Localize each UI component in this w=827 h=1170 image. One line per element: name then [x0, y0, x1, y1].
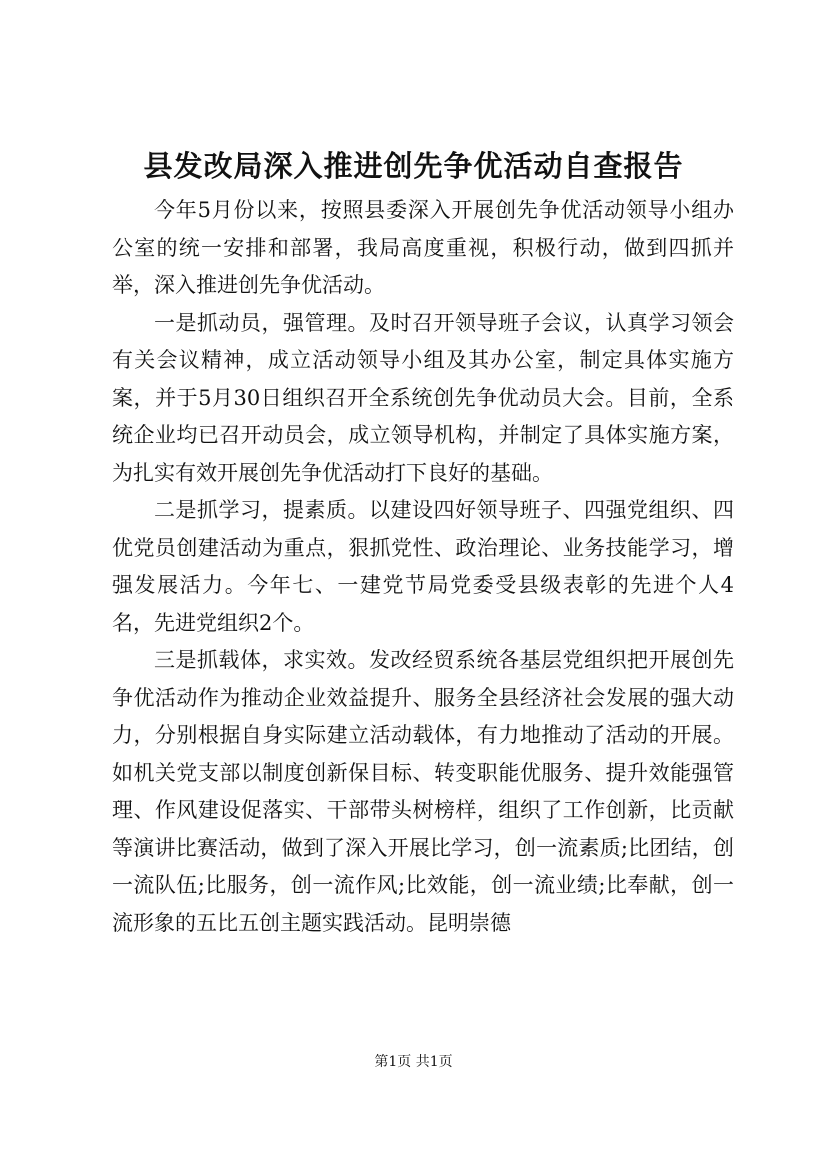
document-title: 县发改局深入推进创先争优活动自查报告 — [143, 149, 684, 183]
paragraph-carrier: 三是抓载体，求实效。发改经贸系统各基层党组织把开展创先争优活动作为推动企业效益提升、服务全县经济社会发展的强大动力，分别根据自身实际建立活动载体，有力地推动了活动的开展。如机关党支部以制度创新保目标、转变职能优服务、提升效能强管理、作风建设促落实、干部带头树榜样，组织了工作创新，比贡献等演讲比赛活动，做到了深入开展比学习，创一流素质;比团结，创一流队伍;比服务，创一流作风;比效能，创一流业绩;比奉献，创一流形象的五比五创主题实践活动。昆明崇德 — [112, 648, 734, 935]
paragraph-intro: 今年5月份以来，按照县委深入开展创先争优活动领导小组办公室的统一安排和部署，我局高度重视，积极行动，做到四抓并举，深入推进创先争优活动。 — [112, 198, 734, 297]
document-body — [112, 192, 734, 942]
paragraph-study: 二是抓学习，提素质。以建设四好领导班子、四强党组织、四优党员创建活动为重点，狠抓党性、政治理论、业务技能学习，增强发展活力。今年七、一建党节局党委受县级表彰的先进个人4名，先进党组织2个。 — [112, 498, 734, 635]
page-footer: 第1页 共1页 — [374, 1054, 453, 1070]
paragraph-mobilization: 一是抓动员，强管理。及时召开领导班子会议，认真学习领会有关会议精神，成立活动领导小组及其办公室，制定具体实施方案，并于5月30日组织召开全系统创先争优动员大会。目前，全系统企业均已召开动员会，成立领导机构，并制定了具体实施方案，为扎实有效开展创先争优活动打下良好的基础。 — [112, 310, 734, 485]
